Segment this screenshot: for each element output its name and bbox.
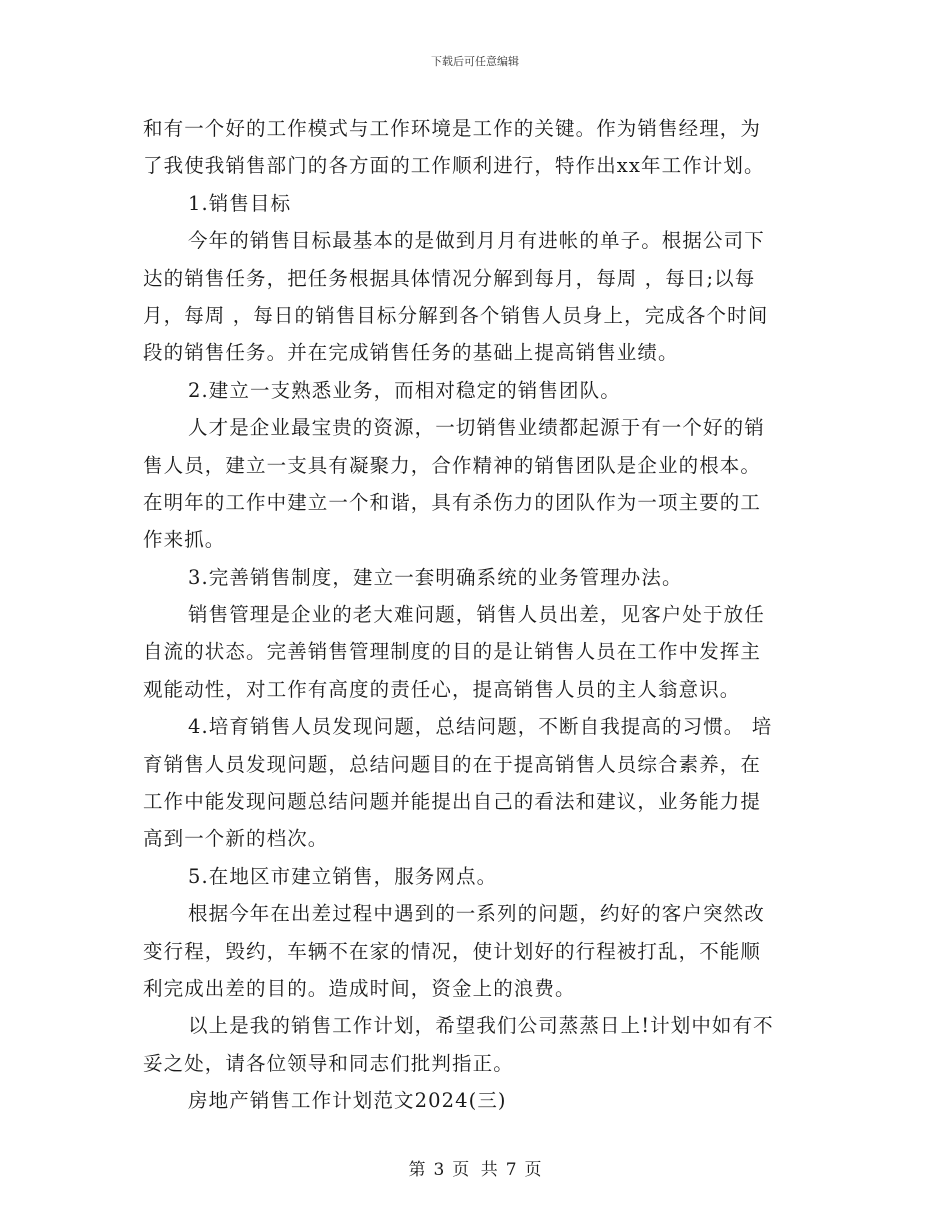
text-line: 售人员，建立一支具有凝聚力，合作精神的销售团队是企业的根本。 (143, 453, 762, 477)
text-line: 3.完善销售制度，建立一套明确系统的业务管理办法。 (188, 565, 683, 589)
text-line: 人才是企业最宝贵的资源，一切销售业绩都起源于有一个好的销 (188, 416, 765, 440)
text-line: 妥之处，请各位领导和同志们批判指正。 (143, 1051, 514, 1075)
text-line: 月，每周 ，每日的销售目标分解到各个销售人员身上，完成各个时间 (143, 303, 769, 327)
text-line: 根据今年在出差过程中遇到的一系列的问题，约好的客户突然改 (188, 902, 765, 926)
text-line: 房地产销售工作计划范文2024(三) (188, 1089, 507, 1113)
total-page-number: 7 (505, 1160, 517, 1180)
text-line: 今年的销售目标最基本的是做到月月有进帐的单子。根据公司下 (188, 229, 765, 253)
page-header: 下载后可任意编辑 (431, 55, 519, 68)
text-line: 工作中能发现问题总结问题并能提出自己的看法和建议，业务能力提 (143, 790, 762, 814)
text-line: 2.建立一支熟悉业务，而相对稳定的销售团队。 (188, 378, 621, 402)
text-line: 育销售人员发现问题，总结问题目的在于提高销售人员综合素养，在 (143, 752, 762, 776)
text-line: 变行程，毁约，车辆不在家的情况，使计划好的行程被打乱，不能顺 (143, 939, 762, 963)
text-line: 销售管理是企业的老大难问题，销售人员出差，见客户处于放任 (188, 603, 765, 627)
text-line: 作来抓。 (143, 528, 226, 552)
text-line: 以上是我的销售工作计划，希望我们公司蒸蒸日上!计划中如有不 (188, 1014, 774, 1038)
text-line: 段的销售任务。并在完成销售任务的基础上提高销售业绩。 (143, 341, 679, 365)
text-line: 5.在地区市建立销售，服务网点。 (188, 864, 498, 888)
footer-middle: 页 共 (452, 1160, 498, 1180)
footer-prefix: 第 (408, 1160, 426, 1180)
text-line: 高到一个新的档次。 (143, 827, 329, 851)
current-page-number: 3 (433, 1160, 445, 1180)
page-footer (0, 1155, 950, 1180)
text-line: 观能动性，对工作有高度的责任心，提高销售人员的主人翁意识。 (143, 677, 741, 701)
text-line: 4.培育销售人员发现问题，总结问题，不断自我提高的习惯。 培 (188, 715, 773, 739)
text-line: 自流的状态。完善销售管理制度的目的是让销售人员在工作中发挥主 (143, 640, 762, 664)
document-body (143, 110, 811, 1120)
text-line: 和有一个好的工作模式与工作环境是工作的关键。作为销售经理，为 (143, 117, 762, 140)
text-line: 了我使我销售部门的各方面的工作顺利进行，特作出xx年工作计划。 (143, 154, 765, 178)
text-line: 1.销售目标 (188, 191, 292, 215)
text-line: 在明年的工作中建立一个和谐，具有杀伤力的团队作为一项主要的工 (143, 490, 762, 514)
text-line: 达的销售任务，把任务根据具体情况分解到每月，每周 ，每日;以每 (143, 266, 756, 290)
text-line: 利完成出差的目的。造成时间，资金上的浪费。 (143, 976, 576, 1000)
footer-suffix: 页 (524, 1160, 542, 1180)
